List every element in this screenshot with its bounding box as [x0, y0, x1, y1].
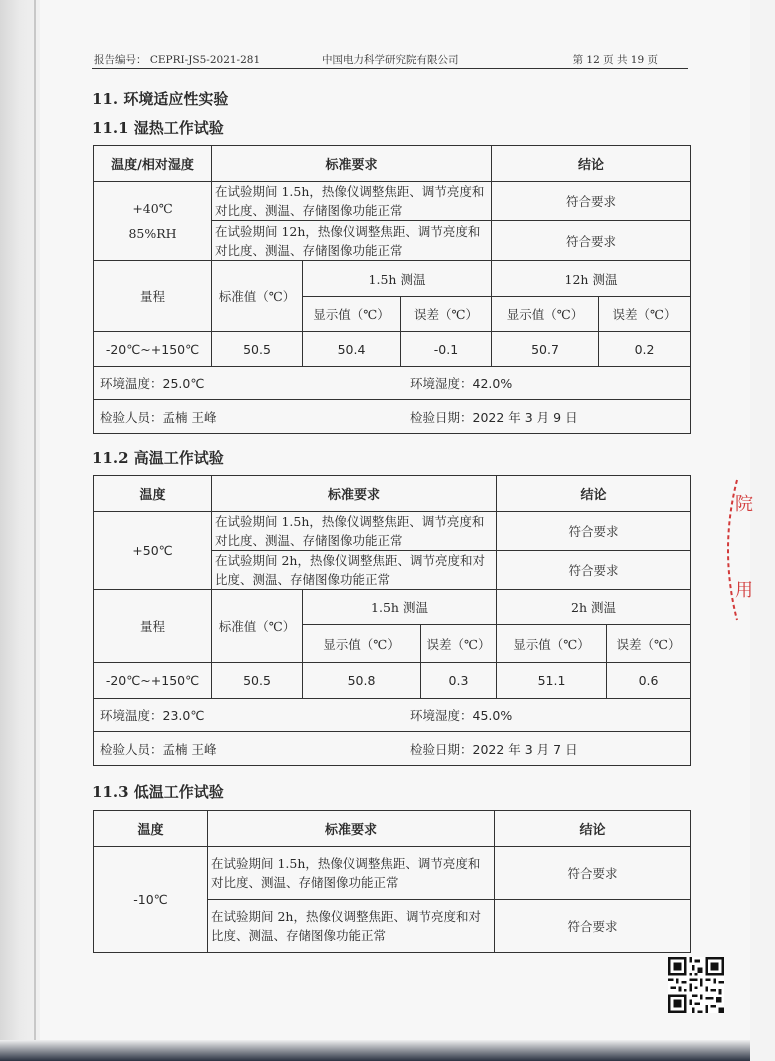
standard-value-label: 标准值（℃） [212, 590, 303, 663]
seal-char-1: 院 [735, 494, 753, 515]
col-header-temp: 温度 [94, 811, 208, 847]
conclusion-1: 符合要求 [495, 847, 691, 900]
qr-code-icon [668, 957, 724, 1013]
environment-humidity: 环境湿度：42.0% [410, 376, 513, 391]
range-value: -20℃~+150℃ [94, 332, 212, 367]
error-value-2: 0.6 [607, 663, 691, 699]
organization-name: 中国电力科学研究院有限公司 [322, 54, 459, 66]
environment-row [94, 699, 691, 732]
high-temp-table [93, 475, 691, 766]
col-header-temp: 温度 [94, 476, 212, 512]
requirement-1: 在试验期间 1.5h，热像仪调整焦距、调节亮度和对比度、测温、存储图像功能正常 [212, 182, 492, 221]
environment-row [94, 367, 691, 400]
display-value-1: 50.4 [303, 332, 401, 367]
test2-label: 12h 测温 [492, 261, 691, 297]
col-header-conclusion: 结论 [495, 811, 691, 847]
error-label-2: 误差（℃） [599, 297, 691, 332]
low-temp-table [93, 810, 691, 953]
temp-value: +40℃ [132, 201, 173, 216]
test1-label: 1.5h 测温 [303, 590, 497, 625]
environment-temperature: 环境温度：25.0℃ [100, 376, 205, 391]
humidity-value: 85%RH [128, 226, 177, 241]
conclusion-2: 符合要求 [492, 221, 691, 261]
requirement-2: 在试验期间 2h，热像仪调整焦距、调节亮度和对比度、测温、存储图像功能正常 [208, 900, 495, 953]
environment-temperature: 环境温度：23.0℃ [100, 708, 205, 723]
report-number: 报告编号： CEPRI-JS5-2021-281 [94, 54, 261, 66]
error-value-1: 0.3 [421, 663, 497, 699]
inspection-row [94, 732, 691, 766]
display-label-1: 显示值（℃） [303, 625, 421, 663]
subsection-title-low-temp: 11.3 低温工作试验 [92, 783, 224, 801]
seal-char-2: 用 [735, 580, 753, 601]
requirement-2: 在试验期间 12h，热像仪调整焦距、调节亮度和对比度、测温、存储图像功能正常 [212, 221, 492, 261]
inspectors: 检验人员：孟楠 王峰 [100, 741, 217, 757]
col-header-temp: 温度/相对湿度 [94, 146, 212, 182]
col-header-requirement: 标准要求 [212, 146, 492, 182]
page-number: 第 12 页 共 19 页 [572, 54, 658, 66]
range-label: 量程 [94, 590, 212, 663]
standard-value: 50.5 [212, 332, 303, 367]
subsection-title-high-temp: 11.2 高温工作试验 [92, 449, 224, 467]
col-header-conclusion: 结论 [497, 476, 691, 512]
damp-heat-table [93, 145, 691, 434]
display-label-2: 显示值（℃） [492, 297, 599, 332]
subsection-title-damp-heat: 11.1 湿热工作试验 [92, 119, 224, 137]
conclusion-1: 符合要求 [497, 512, 691, 551]
temp-value: -10℃ [94, 847, 208, 953]
display-value-1: 50.8 [303, 663, 421, 699]
inspection-date: 检验日期：2022 年 3 月 7 日 [410, 741, 578, 757]
range-value: -20℃~+150℃ [94, 663, 212, 699]
conclusion-1: 符合要求 [492, 182, 691, 221]
display-label-1: 显示值（℃） [303, 297, 401, 332]
error-value-2: 0.2 [599, 332, 691, 367]
inspection-row [94, 400, 691, 434]
section-title: 11. 环境适应性实验 [92, 90, 229, 108]
binding-edge [34, 0, 36, 1061]
display-value-2: 50.7 [492, 332, 599, 367]
error-value-1: -0.1 [401, 332, 492, 367]
test1-label: 1.5h 测温 [303, 261, 492, 297]
inspection-date: 检验日期：2022 年 3 月 9 日 [410, 409, 578, 425]
display-label-2: 显示值（℃） [497, 625, 607, 663]
conclusion-2: 符合要求 [495, 900, 691, 953]
environment-humidity: 环境湿度：45.0% [410, 708, 513, 723]
conclusion-2: 符合要求 [497, 551, 691, 590]
requirement-2: 在试验期间 2h，热像仪调整焦距、调节亮度和对比度、测温、存储图像功能正常 [212, 551, 497, 590]
header-divider [92, 68, 688, 69]
col-header-requirement: 标准要求 [208, 811, 495, 847]
page-bottom-edge [0, 1040, 750, 1061]
temp-value: +50℃ [94, 512, 212, 590]
error-label-2: 误差（℃） [607, 625, 691, 663]
error-label-1: 误差（℃） [401, 297, 492, 332]
standard-value: 50.5 [212, 663, 303, 699]
error-label-1: 误差（℃） [421, 625, 497, 663]
red-seal-stamp [715, 470, 775, 630]
col-header-requirement: 标准要求 [212, 476, 497, 512]
requirement-1: 在试验期间 1.5h，热像仪调整焦距、调节亮度和对比度、测温、存储图像功能正常 [208, 847, 495, 900]
range-label: 量程 [94, 261, 212, 332]
standard-value-label: 标准值（℃） [212, 261, 303, 332]
requirement-1: 在试验期间 1.5h，热像仪调整焦距、调节亮度和对比度、测温、存储图像功能正常 [212, 512, 497, 551]
temp-humidity-cell [94, 182, 212, 261]
test2-label: 2h 测温 [497, 590, 691, 625]
col-header-conclusion: 结论 [492, 146, 691, 182]
inspectors: 检验人员：孟楠 王峰 [100, 409, 217, 425]
display-value-2: 51.1 [497, 663, 607, 699]
